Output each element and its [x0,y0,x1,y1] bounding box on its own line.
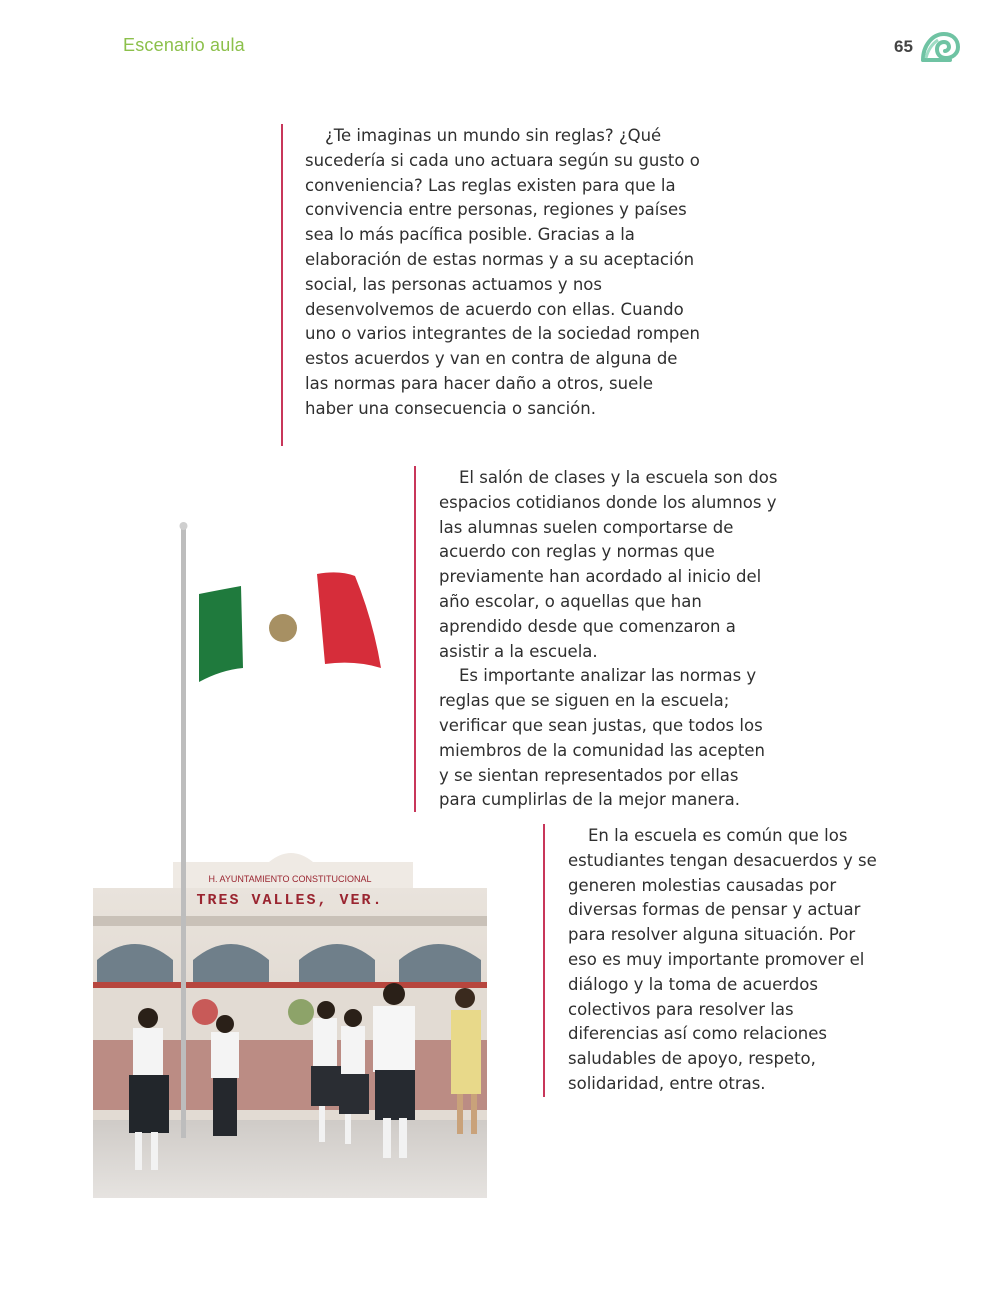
paragraph: Es importante analizar las normas y reglas que se siguen en la escuela; verificar que sean justas, que todos los miembros de la comunidad las acepten y se sientan representados por ellas para cumplirlas de la mejor manera. [439,666,765,810]
spiral-shell-icon [920,28,960,64]
text-block-intro [281,124,705,446]
building-sign-top: H. AYUNTAMIENTO CONSTITUCIONAL [208,874,372,884]
paragraph: En la escuela es común que los estudiantes tengan desacuerdos y se generen molestias causadas por diversas formas de pensar y actuar para resolver alguna situación. Por eso es muy importante promover el diálogo y la toma de acuerdos colectivos para resolver las diferencias así como relaciones saludables de apoyo, respeto, solidaridad, entre otras. [568,826,877,1093]
flag-ceremony-photo [93,520,487,1198]
page-number: 65 [894,37,913,56]
section-title: Escenario aula [123,35,245,55]
paragraph: El salón de clases y la escuela son dos espacios cotidianos donde los alumnos y las alumnas suelen comportarse de acuerdo con reglas y normas que previamente han acordado al inicio del año escolar, o aquellas que han aprendido desde que comenzaron a asistir a la escuela. [439,468,778,661]
text-block-dialogue [543,824,888,1097]
paragraph: ¿Te imaginas un mundo sin reglas? ¿Qué sucedería si cada uno actuara según su gusto o conveniencia? Las reglas existen para que la convivencia entre personas, regiones y países sea lo más pacífica posible. Gracias a la elaboración de estas normas y a su aceptación social, las personas actuamos y nos desenvolvemos de acuerdo con ellas. Cuando uno o varios integrantes de la sociedad rompen estos acuerdos y van en contra de alguna de las normas para hacer daño a otros, suele haber una consecuencia o sanción. [305,126,701,418]
building-sign-main: TRES VALLES, VER. [196,892,384,909]
